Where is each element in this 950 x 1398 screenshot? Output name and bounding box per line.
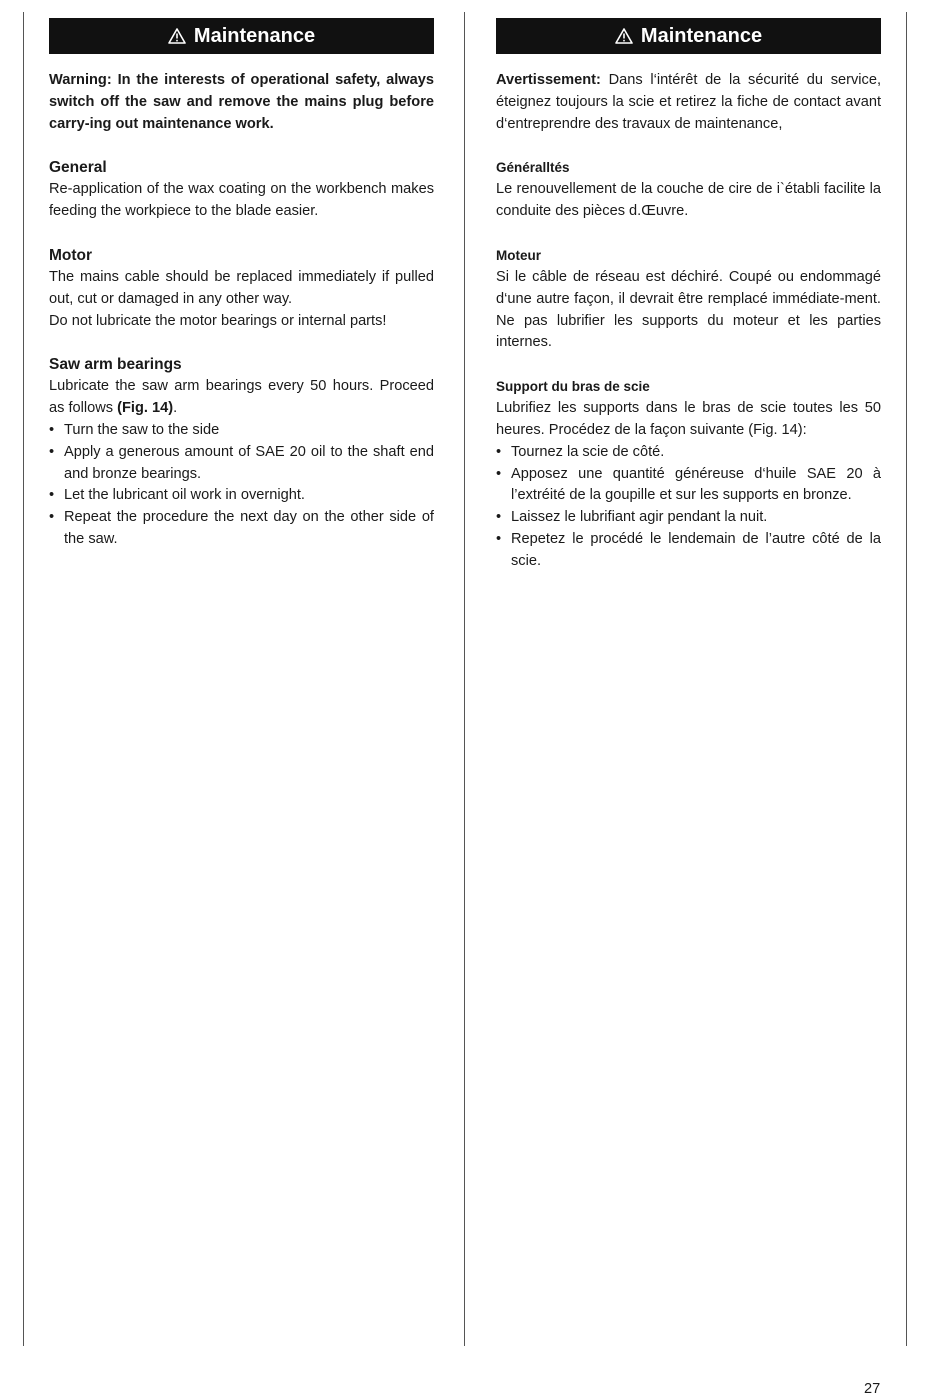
list-item	[49, 507, 434, 551]
page-number: 27	[864, 1381, 881, 1397]
list-item	[496, 529, 881, 573]
list-item-text: Laissez le lubrifiant agir pendant la nuit.	[511, 509, 768, 526]
warning-lead: Avertissement:	[496, 72, 601, 88]
list-item-text: Apply a generous amount of SAE 20 oil to the shaft end and bronze bearings.	[64, 443, 434, 482]
general-text: Re-application of the wax coating on the workbench makes feeding the workpiece to the blade easier.	[49, 181, 434, 220]
saw-arm-text: Lubrifiez les supports dans le bras de scie toutes les 50 heures. Procédez de la façon suivante (Fig. 14):	[496, 400, 881, 438]
list-item-text: Repeat the procedure the next day on the other side of the saw.	[64, 509, 434, 547]
warning-text: Dans l‘intérêt de la sécurité du service, éteignez toujours la scie et retirez la fiche de contact avant d‘entreprendre des travaux de maintenance,	[496, 72, 881, 132]
motor-text-line-1: The mains cable should be replaced immediately if pulled out, cut or damaged in any other way.	[49, 268, 434, 307]
motor-text-line-2: Do not lubricate the motor bearings or internal parts!	[49, 312, 387, 329]
list-item-text: Repetez le procédé le lendemain de l’autre côté de la scie.	[511, 530, 881, 569]
list-item-text: Turn the saw to the side	[64, 421, 220, 438]
general-heading: General	[49, 159, 107, 177]
right-margin-rule	[906, 12, 907, 1346]
bullet-icon: •	[49, 443, 55, 460]
saw-arm-text-end: .	[173, 400, 178, 417]
list-item	[496, 442, 881, 464]
general-heading: Généralltés	[496, 160, 570, 176]
safety-warning: Warning: In the interests of operational safety, always switch off the saw and remove the mains plug before carry-ing out maintenance work.	[49, 72, 434, 132]
list-item-text: Let the lubricant oil work in overnight.	[64, 487, 305, 504]
list-item	[49, 420, 434, 442]
list-item-text: Tournez la scie de côté.	[511, 443, 665, 460]
safety-warning	[496, 70, 881, 135]
list-item	[496, 464, 881, 508]
list-item-text: Apposez une quantité généreuse d‘huile SAE 20 à l’extréité de la goupille et sur les supports en bronze.	[511, 465, 881, 504]
section-header-bar	[49, 18, 434, 54]
procedure-list	[496, 442, 881, 573]
bullet-icon: •	[496, 443, 502, 460]
list-item	[496, 507, 881, 529]
procedure-list	[49, 420, 434, 551]
general-text: Le renouvellement de la couche de cire de i`établi facilite la conduite des pièces d.Œuvre.	[496, 181, 881, 220]
saw-arm-heading: Saw arm bearings	[49, 356, 182, 374]
left-margin-rule	[23, 12, 24, 1346]
bullet-icon: •	[496, 530, 502, 547]
section-title: Maintenance	[193, 24, 316, 47]
warning-triangle-icon	[168, 28, 186, 44]
bullet-icon: •	[496, 509, 502, 526]
motor-heading: Motor	[49, 246, 93, 264]
saw-arm-text	[49, 376, 434, 420]
figure-reference: (Fig. 14)	[117, 400, 174, 417]
list-item	[49, 485, 434, 507]
motor-text: Si le câble de réseau est déchiré. Coupé ou endommagé d‘une autre façon, il devrait être remplacé immédiate-ment. Ne pas lubrifier les supports du moteur et les parties internes.	[496, 268, 881, 351]
section-title: Maintenance	[640, 24, 763, 47]
warning-triangle-icon	[615, 28, 633, 44]
motor-text	[49, 267, 434, 332]
bullet-icon: •	[49, 509, 55, 526]
center-divider-rule	[464, 12, 465, 1346]
saw-arm-heading: Support du bras de scie	[496, 379, 650, 395]
bullet-icon: •	[49, 487, 55, 504]
english-column	[49, 18, 434, 551]
french-column	[496, 18, 881, 573]
section-header-bar	[496, 18, 881, 54]
list-item	[49, 442, 434, 486]
bullet-icon: •	[496, 465, 502, 482]
motor-heading: Moteur	[496, 247, 541, 263]
saw-arm-text-main: Lubricate the saw arm bearings every 50 hours. Proceed as follows	[49, 378, 434, 417]
bullet-icon: •	[49, 421, 55, 438]
